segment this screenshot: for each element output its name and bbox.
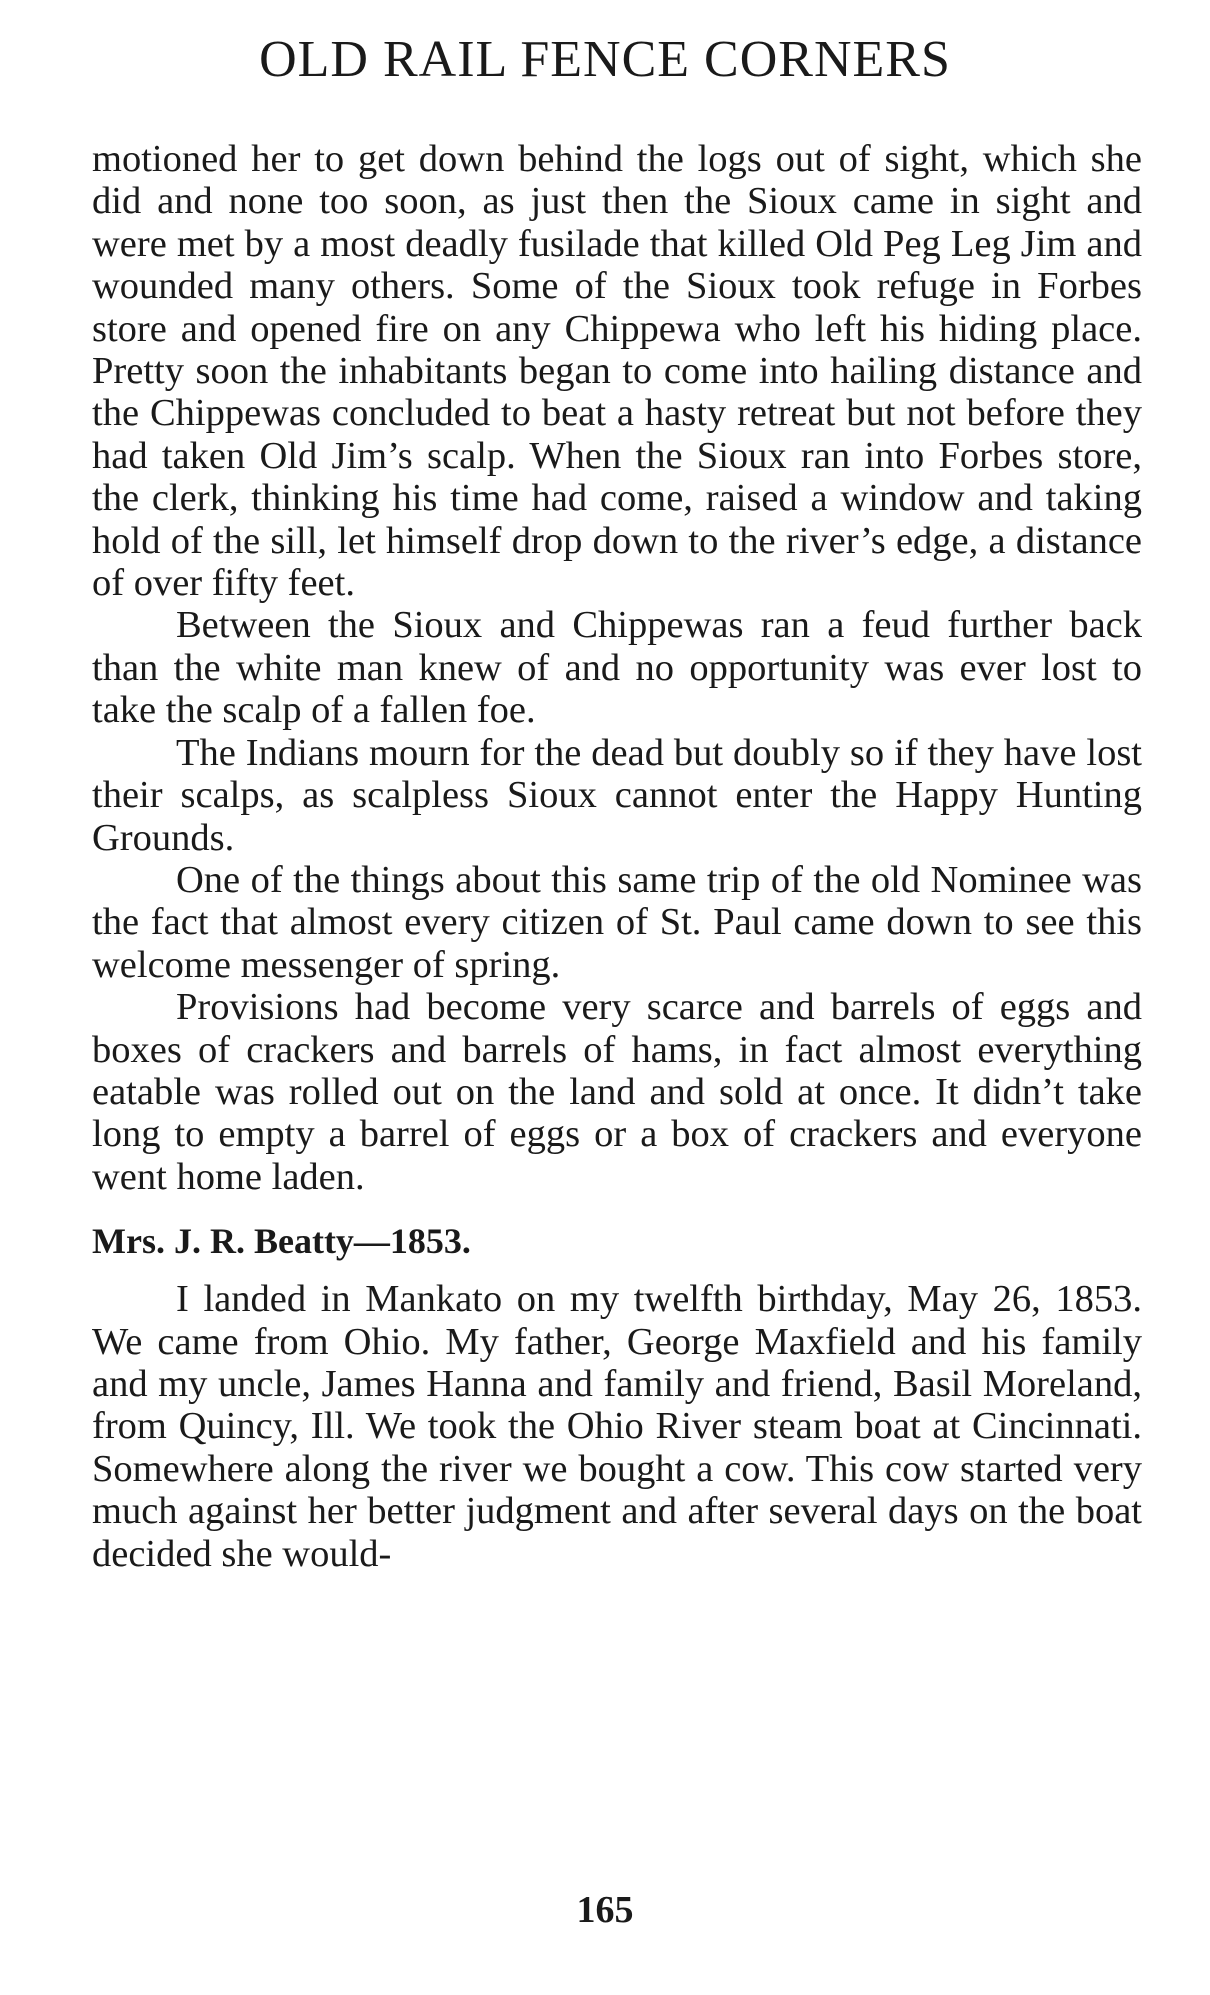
body-text [92, 138, 1142, 1575]
paragraph-provisions: Provisions had become very scarce and barrels of eggs and boxes of crackers and barrels of hams, in fact almost everything eatable was rolled out on the land and sold at once. It didn’t take long to empty a barrel of eggs or a box of crackers and everyone went home laden. [92, 986, 1142, 1198]
section-heading: Mrs. J. R. Beatty—1853. [92, 1221, 471, 1262]
paragraph-nominee: One of the things about this same trip of the old Nominee was the fact that almost every citizen of St. Paul came down to see this welcome messenger of spring. [92, 858, 1142, 986]
running-head: OLD RAIL FENCE CORNERS [259, 31, 951, 88]
page-number: 165 [576, 1889, 634, 1931]
paragraph-feud: Between the Sioux and Chippewas ran a feud further back than the white man knew of and no opportunity was ever lost to take the scalp of a fallen foe. [92, 604, 1142, 732]
paragraph-mourning: The Indians mourn for the dead but doubly so if they have lost their scalps, as scalpless Sioux cannot enter the Happy Hunting Grounds. [92, 731, 1142, 859]
paragraph-beatty: I landed in Mankato on my twelfth birthday, May 26, 1853. We came from Ohio. My father, George Maxfield and his family and my uncle, James Hanna and family and friend, Basil Moreland, from Quincy, Ill. We took the Ohio River steam boat at Cincinnati. Somewhere along the river we bought a cow. This cow started very much against her better judgment and after several days on the boat decided she would- [92, 1278, 1142, 1575]
paragraph-continued: motioned her to get down behind the logs out of sight, which she did and none too soon, as just then the Sioux came in sight and were met by a most deadly fusilade that killed Old Peg Leg Jim and wounded many others. Some of the Sioux took refuge in Forbes store and opened fire on any Chippewa who left his hiding place. Pretty soon the inhabitants began to come into hailing distance and the Chippewas concluded to beat a hasty retreat but not before they had taken Old Jim’s scalp. When the Sioux ran into Forbes store, the clerk, thinking his time had come, raised a window and taking hold of the sill, let himself drop down to the river’s edge, a distance of over fifty feet. [92, 138, 1142, 605]
